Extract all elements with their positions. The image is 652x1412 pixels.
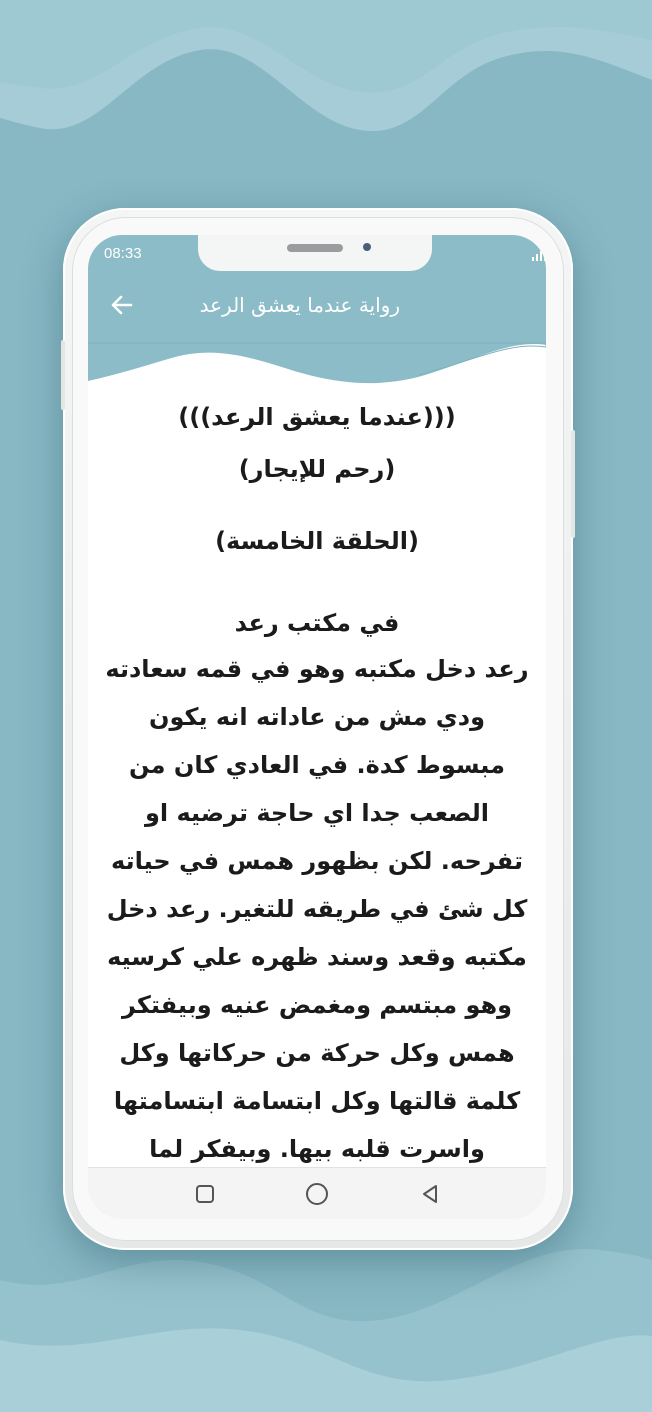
volume-button bbox=[61, 340, 65, 410]
recents-button[interactable] bbox=[179, 1168, 231, 1219]
home-button[interactable] bbox=[291, 1168, 343, 1219]
front-camera bbox=[363, 243, 371, 251]
arrow-left-icon bbox=[110, 293, 134, 317]
section-heading: في مكتب رعد bbox=[234, 609, 400, 637]
story-body: رعد دخل مكتبه وهو في قمه سعادته ودي مش من عاداته انه يكون مبسوط كدة. في العادي كان من الصعب جدا اي حاجة ترضيه او تفرحه. لكن بظهور همس في حياته كل شئ في طريقه للتغير. رعد دخل مكتبه وقعد وسند ظهره علي كرسيه وهو مبتسم ومغمض عنيه وبيفتكر همس وكل حركة من حركاتها وكل كلمة قالتها وكل ابتسامة ابتسامتها واسرت قلبه بيها. وبيفكر لما bbox=[105, 655, 529, 1163]
story-author: (رحم للإيجار) bbox=[238, 455, 396, 483]
speaker-grille bbox=[287, 244, 343, 252]
circle-icon bbox=[305, 1182, 329, 1206]
app-header bbox=[88, 235, 546, 395]
power-button bbox=[571, 430, 575, 538]
story-title: (((عندما يعشق الرعد))) bbox=[178, 403, 456, 431]
back-button[interactable] bbox=[110, 293, 140, 323]
navigation-bar bbox=[88, 1167, 546, 1219]
page-title: رواية عندما يعشق الرعد bbox=[199, 293, 400, 317]
story-content[interactable] bbox=[88, 401, 546, 1167]
signal-icon bbox=[532, 248, 546, 261]
display-notch bbox=[198, 235, 432, 271]
triangle-back-icon bbox=[419, 1183, 441, 1205]
chapter-heading: (الحلقة الخامسة) bbox=[215, 527, 419, 555]
square-icon bbox=[195, 1184, 215, 1204]
phone-screen bbox=[88, 235, 546, 1219]
status-time: 08:33 bbox=[104, 245, 142, 262]
nav-back-button[interactable] bbox=[404, 1168, 456, 1219]
